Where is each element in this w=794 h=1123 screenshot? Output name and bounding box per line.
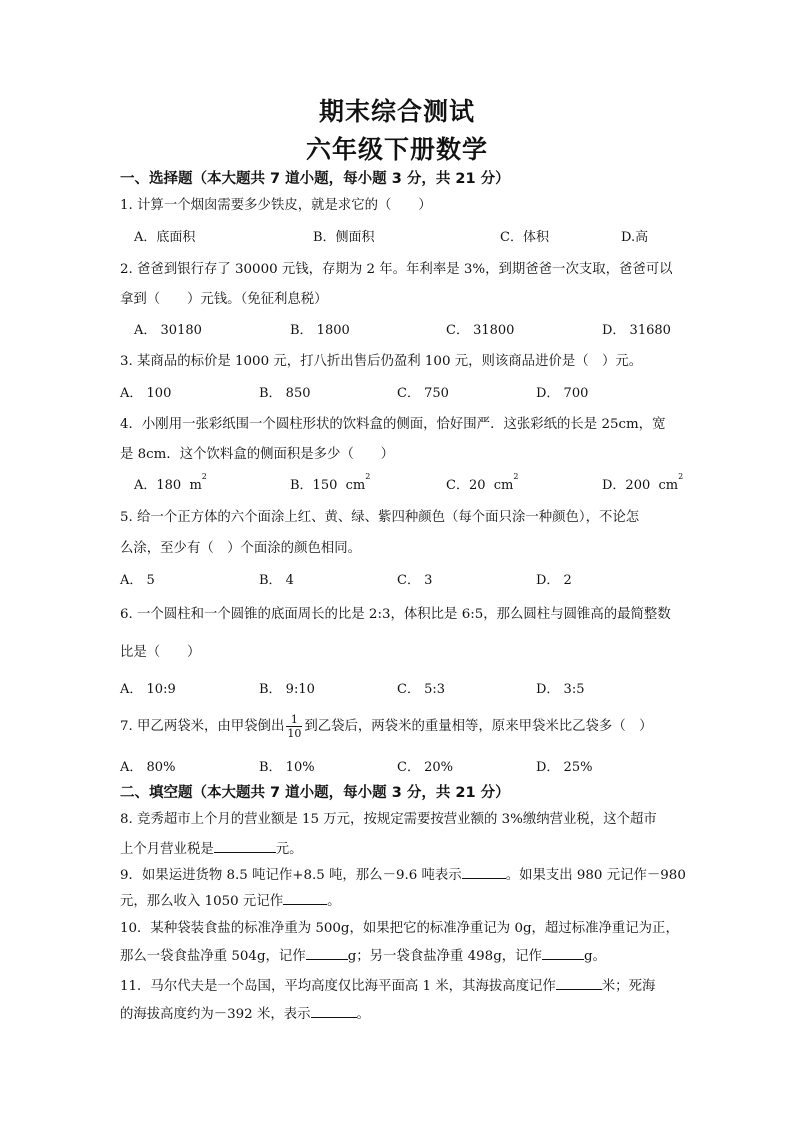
answer-blank — [311, 1004, 357, 1018]
question-5-options — [120, 569, 680, 589]
question-9-line-2: 元，那么收入 1050 元记作 。 — [120, 890, 341, 909]
option-b: B．150 $cm^2$ — [290, 472, 371, 493]
option-d: D． 25% — [536, 760, 593, 775]
answer-blank — [214, 839, 276, 853]
answer-blank — [283, 891, 327, 905]
option-c: C． 5:3 — [397, 682, 446, 697]
question-4-line-1: 4．小刚用一张彩纸围一个圆柱形状的饮料盒的侧面，恰好围严．这张彩纸的长是 25cm，宽 — [120, 417, 666, 432]
option-d: D.高 — [621, 230, 649, 245]
question-1: 1. 计算一个烟囱需要多少铁皮，就是求它的（ ） — [120, 198, 432, 213]
question-5-line-2: 么涂，至少有（ ）个面涂的颜色相同。 — [120, 541, 362, 556]
option-b: B． 9:10 — [259, 682, 315, 697]
unit-m2: $m^2$ — [189, 472, 207, 493]
question-4-options — [120, 472, 684, 494]
option-a: A．180 $m^2$ — [134, 472, 207, 493]
option-d: D． 3:5 — [536, 682, 585, 697]
option-c: C． 750 — [397, 386, 449, 401]
unit-cm2: $cm^2$ — [493, 472, 519, 493]
option-d: D． 2 — [536, 573, 572, 588]
question-2-options — [120, 319, 680, 339]
option-a: A． 10:9 — [120, 682, 176, 697]
option-c: C． 31800 — [446, 323, 515, 338]
question-4-line-2: 是 8cm．这个饮料盒的侧面积是多少（ ） — [120, 447, 395, 462]
answer-blank — [542, 946, 584, 960]
question-8-line-2: 上个月营业税是 元。 — [120, 838, 303, 857]
answer-blank — [306, 946, 348, 960]
question-7-options — [120, 756, 680, 776]
option-c: C． 20% — [397, 760, 453, 775]
question-10-line-2: 那么一袋食盐净重 504g，记作 g；另一袋食盐净重 498g，记作 g。 — [120, 945, 606, 964]
unit-cm2: $cm^2$ — [345, 472, 371, 493]
question-7: 7. 甲乙两袋米，由甲袋倒出 $\frac{1}{10}$ 到乙袋后，两袋米的重量相等，原来甲袋米比乙袋多（ ） — [120, 713, 653, 740]
option-b: B． 850 — [259, 386, 311, 401]
exam-title: 期末综合测试 — [318, 97, 475, 126]
question-2-line-2: 拿到（ ）元钱。（免征利息税） — [120, 292, 328, 307]
question-9-line-1: 9．如果运进货物 8.5 吨记作+8.5 吨，那么－9.6 吨表示 。如果支出 980 元记作－980 — [120, 864, 686, 883]
question-6-line-2: 比是（ ） — [120, 645, 201, 660]
option-c: C． 3 — [397, 573, 433, 588]
answer-blank — [462, 865, 506, 879]
question-3: 3. 某商品的标价是 1000 元，打八折出售后仍盈利 100 元，则该商品进价是（ ）元。 — [120, 354, 643, 369]
unit-cm2: $cm^2$ — [658, 472, 684, 493]
answer-blank — [556, 976, 602, 990]
question-10-line-1: 10．某种袋装食盐的标准净重为 500g，如果把它的标准净重记为 0g，超过标准净重记为正， — [120, 921, 679, 936]
option-b: B． 4 — [259, 573, 294, 588]
fraction: $\frac{1}{10}$ — [287, 713, 302, 740]
question-6-line-1: 6. 一个圆柱和一个圆锥的底面周长的比是 2:3，体积比是 6:5，那么圆柱与圆锥高的最简整数 — [120, 607, 671, 622]
section-heading-choice: 一、选择题（本大题共 7 道小题，每小题 3 分，共 21 分） — [120, 171, 510, 187]
option-a: A． 80% — [120, 760, 176, 775]
option-a: A．底面积 — [134, 230, 196, 245]
question-1-options — [120, 226, 680, 246]
option-b: B． 1800 — [290, 323, 350, 338]
exam-subtitle: 六年级下册数学 — [305, 135, 488, 164]
question-3-options — [120, 382, 680, 402]
question-11-line-1: 11．马尔代夫是一个岛国，平均高度仅比海平面高 1 米，其海拔高度记作 米；死海 — [120, 975, 655, 994]
question-6-options — [120, 678, 680, 698]
question-8-line-1: 8. 竞秀超市上个月的营业额是 15 万元，按规定需要按营业额的 3%缴纳营业税，这个超市 — [120, 812, 657, 827]
option-b: B．侧面积 — [313, 230, 375, 245]
question-11-line-2: 的海拔高度约为－392 米，表示 。 — [120, 1003, 370, 1022]
option-a: A． 100 — [120, 386, 172, 401]
option-b: B． 10% — [259, 760, 315, 775]
question-5-line-1: 5. 给一个正方体的六个面涂上红、黄、绿、紫四种颜色（每个面只涂一种颜色），不论怎 — [120, 510, 640, 525]
option-a: A． 5 — [120, 573, 155, 588]
section-heading-fill: 二、填空题（本大题共 7 道小题，每小题 3 分，共 21 分） — [120, 785, 510, 801]
option-a: A． 30180 — [134, 323, 202, 338]
option-d: D．200 $cm^2$ — [602, 472, 684, 493]
option-d: D． 31680 — [602, 323, 671, 338]
option-c: C．20 $cm^2$ — [446, 472, 519, 493]
question-2-line-1: 2. 爸爸到银行存了 30000 元钱，存期为 2 年。年利率是 3%，到期爸爸一次支取，爸爸可以 — [120, 262, 673, 277]
option-c: C．体积 — [500, 230, 549, 245]
option-d: D． 700 — [536, 386, 589, 401]
